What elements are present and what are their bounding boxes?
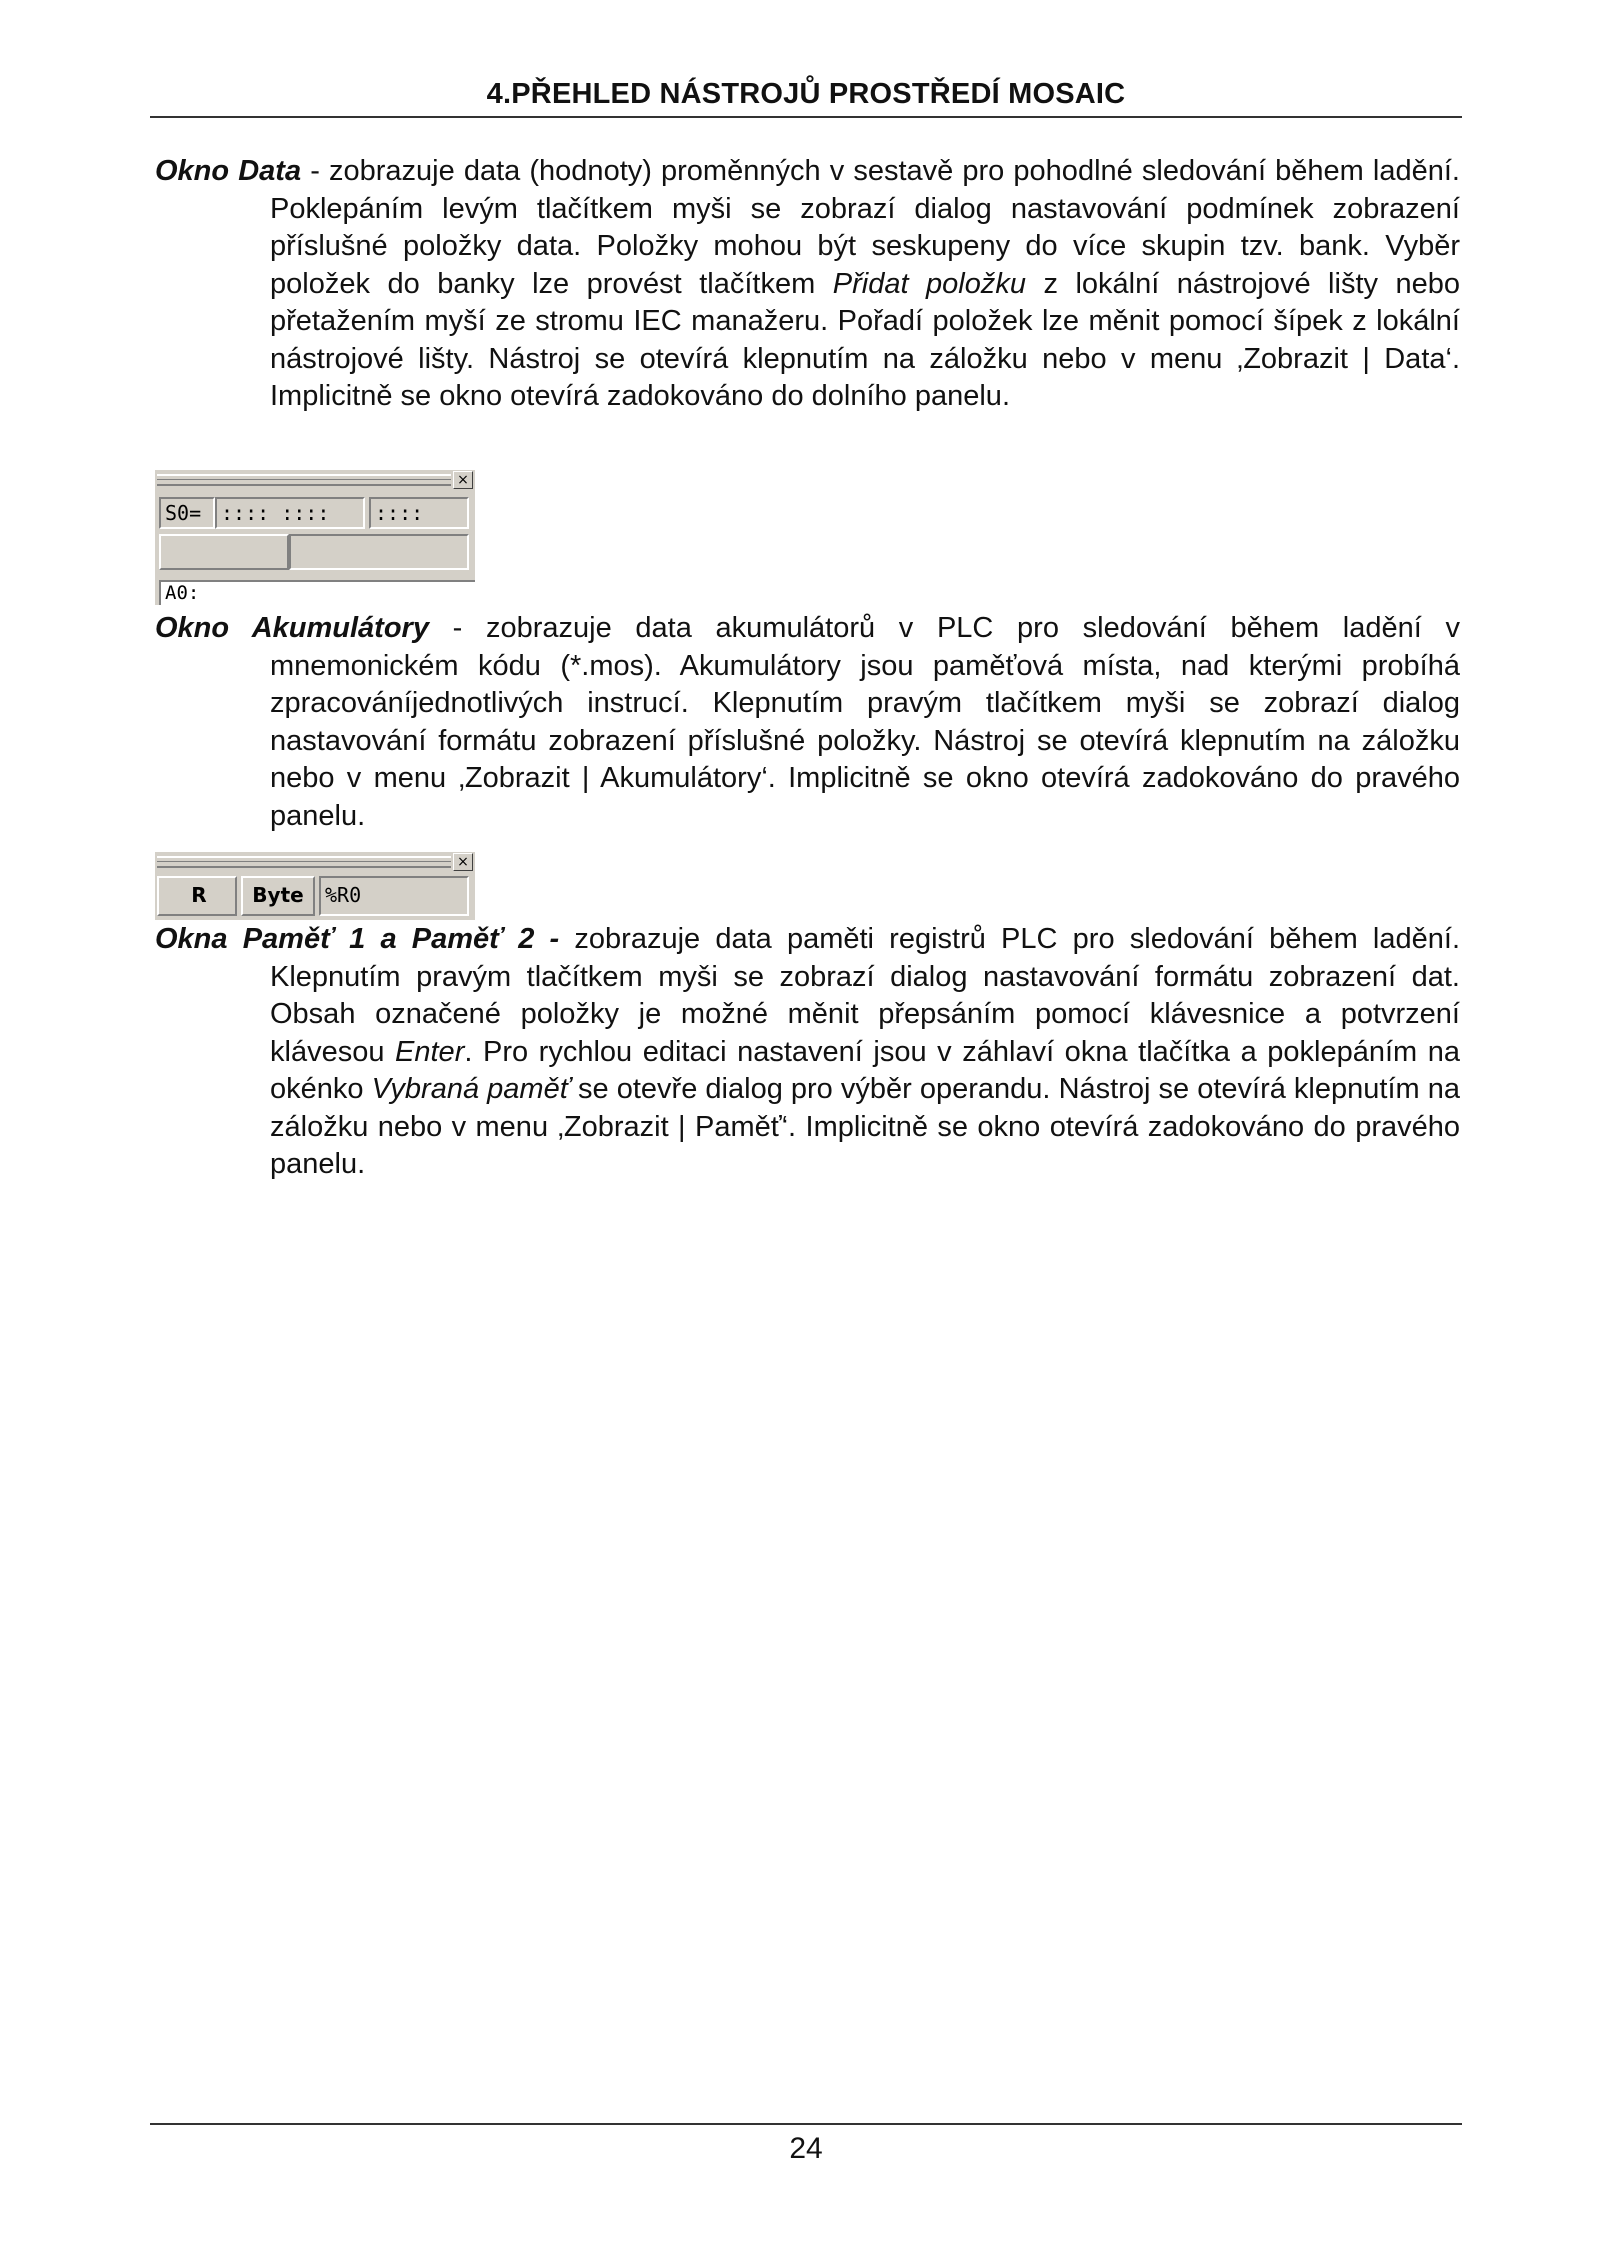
section-text: - zobrazuje data akumulátorů v PLC pro sledování během ladění v mnemonickém kódu (*.mos). Akumulátory jsou paměťová místa, nad kterými probíhá zpracováníjednotlivých instrucí. Klepnutím pravým tlačítkem myši se zobrazí dialog nastavování formátu zobrazení příslušné položky. Nástroj se otevírá klepnutím na záložku nebo v menu ‚Zobrazit | Akumulátory‘. Implicitně se okno otevírá zadokováno do pravého panelu.: [270, 612, 1460, 832]
data-window-image: [155, 470, 475, 605]
header-rule: [150, 116, 1462, 118]
s0-label: S0=: [159, 497, 215, 529]
empty-field[interactable]: [289, 534, 469, 570]
section-italic: Přidat položku: [832, 267, 1026, 300]
footer-rule: [150, 2123, 1462, 2125]
section-accumulators: [155, 610, 1460, 835]
a0-label: A0:: [159, 580, 475, 605]
close-icon[interactable]: ×: [453, 471, 473, 489]
register-field[interactable]: %R0: [319, 876, 469, 916]
section-text: z lokální nástrojové lišty nebo přetažením myší ze stromu IEC manažeru. Pořadí položek lze měnit pomocí šípek z lokální nástrojové lišty. Nástroj se otevírá klepnutím na záložku nebo v menu ‚Zobrazit | Data‘. Implicitně se okno otevírá zadokováno do dolního panelu.: [270, 267, 1461, 412]
data-cell[interactable]: :::: ::::: [215, 497, 365, 529]
section-text: . Pro rychlou editaci nastavení jsou v záhlaví okna tlačítka a poklepáním na okénko: [270, 1035, 1460, 1105]
page-header-title: 4.PŘEHLED NÁSTROJŮ PROSTŘEDÍ MOSAIC: [486, 78, 1126, 110]
r-button[interactable]: R: [157, 876, 237, 916]
section-lead: Okno Data: [155, 155, 302, 187]
page-number: 24: [789, 2132, 823, 2165]
section-text: - zobrazuje data (hodnoty) proměnných v sestavě pro pohodlné sledování během ladění. Poklepáním levým tlačítkem myši se zobrazí dialog nastavování podmínek zobrazení příslušné položky data. Položky mohou být seskupeny do více skupin tzv. bank. Vyběr položek do banky lze provést tlačítkem: [270, 155, 1460, 300]
byte-button[interactable]: Byte: [241, 876, 315, 916]
empty-button[interactable]: [159, 534, 289, 570]
section-memory: [155, 921, 1460, 1184]
section-data-window: [155, 153, 1460, 416]
section-lead: Okna Paměť 1 a Paměť 2 -: [155, 923, 560, 955]
section-italic: Enter: [395, 1035, 465, 1068]
section-lead: Okno Akumulátory: [155, 612, 429, 644]
title-bar: [157, 474, 451, 486]
section-italic: Vybraná paměť: [371, 1073, 570, 1105]
accumulator-window-image: [155, 852, 475, 920]
close-icon[interactable]: ×: [453, 853, 473, 871]
title-bar: [157, 856, 451, 868]
data-cell[interactable]: ::::: [369, 497, 469, 529]
section-text: se otevře dialog pro výběr operandu. Nástroj se otevírá klepnutím na záložku nebo v menu ‚Zobrazit | Paměť‘. Implicitně se okno otevírá zadokováno do pravého panelu.: [270, 1073, 1460, 1180]
section-text: zobrazuje data paměti registrů PLC pro sledování během ladění. Klepnutím pravým tlačítkem myši se zobrazí dialog nastavování formátu zobrazení dat. Obsah označené položky je možné měnit přepsáním pomocí klávesnice a potvrzení klávesou: [270, 923, 1460, 1068]
